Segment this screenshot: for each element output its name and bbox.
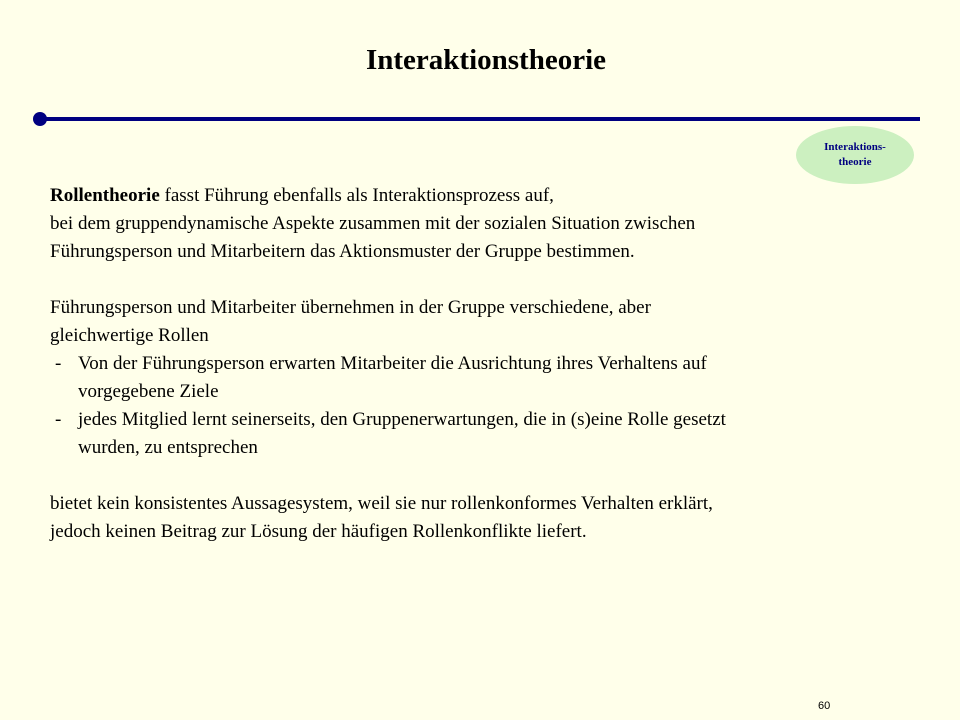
para1-line3: Führungsperson und Mitarbeitern das Aktionsmuster der Gruppe bestimmen.	[50, 241, 635, 262]
bullet-item	[50, 406, 920, 462]
bullet-line: jedes Mitglied lernt seinerseits, den Gruppenerwartungen, die in (s)eine Rolle gesetzt	[78, 409, 726, 430]
para1-line1	[50, 182, 920, 210]
badge-line-2: theorie	[838, 156, 872, 168]
slide-title: Interaktionstheorie	[365, 44, 607, 76]
para3-line1: bietet kein konsistentes Aussagesystem, weil sie nur rollenkonformes Verhalten erklärt,	[50, 493, 713, 514]
bullet-line: wurden, zu entsprechen	[78, 437, 258, 458]
topic-badge	[796, 126, 914, 184]
para2-line2: gleichwertige Rollen	[50, 325, 209, 346]
bullet-line: Von der Führungsperson erwarten Mitarbeiter die Ausrichtung ihres Verhaltens auf	[78, 353, 707, 374]
para1-bold-term: Rollentheorie	[50, 185, 160, 206]
bullet-line: vorgegebene Ziele	[78, 381, 219, 402]
bullet-dash: -	[55, 353, 62, 374]
para2-line1: Führungsperson und Mitarbeiter übernehmen in der Gruppe verschiedene, aber	[50, 297, 651, 318]
bullet-dash: -	[55, 409, 62, 430]
bullet-item	[50, 350, 920, 406]
para1-line2: bei dem gruppendynamische Aspekte zusammen mit der sozialen Situation zwischen	[50, 213, 696, 234]
badge-line-1: Interaktions-	[824, 141, 886, 153]
para3-line2: jedoch keinen Beitrag zur Lösung der häufigen Rollenkonflikte liefert.	[50, 521, 587, 542]
para1-rest: fasst Führung ebenfalls als Interaktionsprozess auf,	[159, 185, 554, 206]
page-number: 60	[818, 700, 831, 712]
title-rule	[40, 117, 920, 121]
slide-content	[50, 182, 920, 546]
